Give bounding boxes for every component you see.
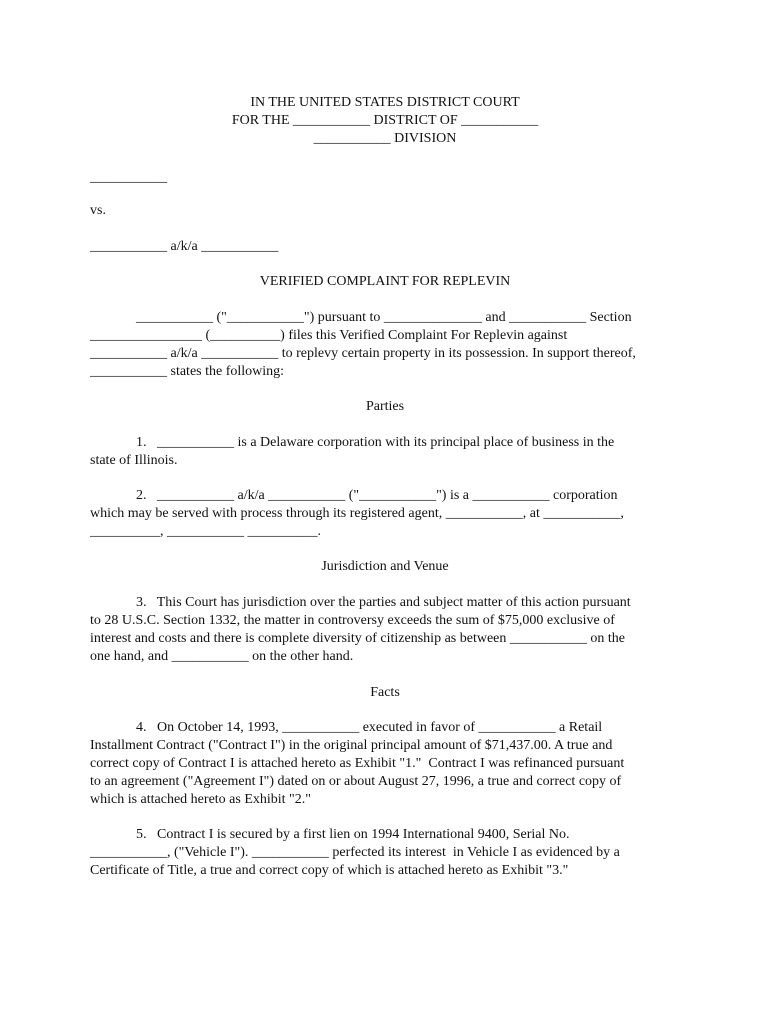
intro-line-3: ___________ a/k/a ___________ to replevy certain property in its possession. In support thereof, bbox=[90, 346, 636, 361]
paragraph-5-line-2: ___________, ("Vehicle I"). ___________ perfected its interest in Vehicle I as evidenced by a bbox=[90, 845, 620, 860]
intro-line-1: ___________ ("___________") pursuant to ______________ and ___________ Section bbox=[136, 310, 632, 325]
paragraph-4-line-3: correct copy of Contract I is attached hereto as Exhibit "1." Contract I was refinanced pursuant bbox=[90, 756, 625, 771]
paragraph-3-line-2: to 28 U.S.C. Section 1332, the matter in controversy exceeds the sum of $75,000 exclusive of bbox=[90, 613, 615, 628]
paragraph-2-line-3: __________, ___________ __________. bbox=[90, 524, 321, 539]
versus-label: vs. bbox=[90, 203, 106, 218]
paragraph-4-line-4: to an agreement ("Agreement I") dated on or about August 27, 1996, a true and correct copy of bbox=[90, 774, 622, 789]
paragraph-5-line-1: 5. Contract I is secured by a first lien on 1994 International 9400, Serial No. bbox=[136, 827, 570, 842]
court-heading-line1: IN THE UNITED STATES DISTRICT COURT bbox=[250, 95, 520, 110]
paragraph-4-line-5: which is attached hereto as Exhibit "2." bbox=[90, 792, 311, 807]
paragraph-1-line-2: state of Illinois. bbox=[90, 453, 178, 468]
paragraph-2-line-1: 2. ___________ a/k/a ___________ ("___________") is a ___________ corporation bbox=[136, 488, 618, 503]
paragraph-1-line-1: 1. ___________ is a Delaware corporation with its principal place of business in the bbox=[136, 435, 615, 450]
section-heading-facts: Facts bbox=[370, 685, 400, 700]
intro-line-4: ___________ states the following: bbox=[90, 364, 285, 379]
paragraph-2-line-2: which may be served with process through its registered agent, ___________, at ___________, bbox=[90, 506, 624, 521]
paragraph-4-line-2: Installment Contract ("Contract I") in the original principal amount of $71,437.00. A true and bbox=[90, 738, 613, 753]
plaintiff-blank: ___________ bbox=[90, 170, 167, 185]
paragraph-5-line-3: Certificate of Title, a true and correct copy of which is attached hereto as Exhibit "3." bbox=[90, 863, 569, 878]
paragraph-4-line-1: 4. On October 14, 1993, ___________ executed in favor of ___________ a Retail bbox=[136, 720, 603, 735]
court-heading-line2: FOR THE ___________ DISTRICT OF ___________ bbox=[231, 113, 539, 128]
section-heading-parties: Parties bbox=[365, 399, 405, 414]
section-heading-jurisdiction: Jurisdiction and Venue bbox=[321, 559, 449, 574]
paragraph-3-line-1: 3. This Court has jurisdiction over the parties and subject matter of this action pursuant bbox=[136, 595, 631, 610]
document-title: VERIFIED COMPLAINT FOR REPLEVIN bbox=[259, 274, 511, 289]
paragraph-3-line-4: one hand, and ___________ on the other hand. bbox=[90, 649, 354, 664]
court-heading-line3: ___________ DIVISION bbox=[313, 131, 457, 146]
intro-line-2: ________________ (__________) files this Verified Complaint For Replevin against bbox=[90, 328, 568, 343]
paragraph-3-line-3: interest and costs and there is complete diversity of citizenship as between ___________ on the bbox=[90, 631, 625, 646]
defendant-line: ___________ a/k/a ___________ bbox=[90, 239, 279, 254]
